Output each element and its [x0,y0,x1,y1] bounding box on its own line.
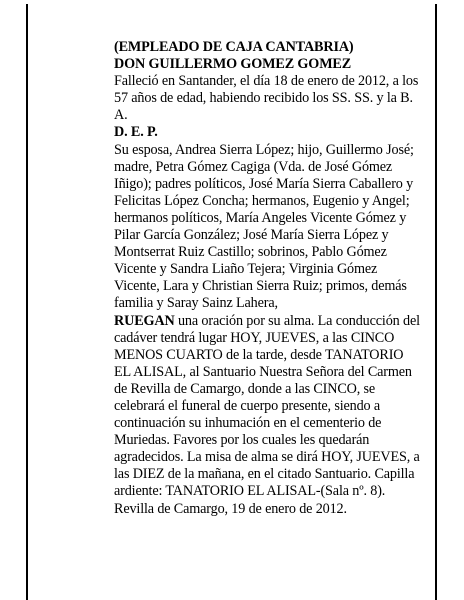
family-paragraph: Su esposa, Andrea Sierra López; hijo, Guillermo José; madre, Petra Gómez Cagiga (Vda. de José Gómez Iñigo); padres políticos, José María Sierra Caballero y Felicitas López Concha; hermanos, Eugenio y Angel; hermanos políticos, María Angeles Vicente Gómez y Pilar García González; José María Sierra López y Montserrat Ruiz Castillo; sobrinos, Pablo Gómez Vicente y Sandra Liaño Tejera; Virginia Gómez Vicente, Lara y Christian Sierra Ruiz; primos, demás familia y Saray Sainz Lahera, [114,141,414,312]
deceased-name: DON GUILLERMO GOMEZ GOMEZ [114,56,352,73]
service-text: una oración por su alma. La conducción del cadáver tendrá lugar HOY, JUEVES, a las CINCO MENOS CUARTO de la tarde, desde TANATORIO EL ALISAL, al Santuario Nuestra Señora del Carmen de Revilla de Camargo, donde a las CINCO, se celebrará el funeral de cuerpo presente, siendo a continuación su inhumación en el cementerio de Muriedas. Favores por los cuales les quedarán agradecidos. La misa de alma se dirá HOY, JUEVES, a las DIEZ de la mañana, en el citado Santuario. Capilla ardiente: TANATORIO EL ALISAL-(Sala nº. 8). [114,312,420,500]
place-date: Revilla de Camargo, 19 de enero de 2012. [114,500,347,517]
death-paragraph: Falleció en Santander, el día 18 de enero de 2012, a los 57 años de edad, habiendo recibido los SS. SS. y la B. A. [114,73,419,124]
service-paragraph [114,313,420,501]
dep-line: D. E. P. [114,124,158,141]
obituary-notice [114,39,420,518]
employer-heading: (EMPLEADO DE CAJA CANTABRIA) [114,39,354,55]
ruegan-word: RUEGAN [114,312,175,329]
